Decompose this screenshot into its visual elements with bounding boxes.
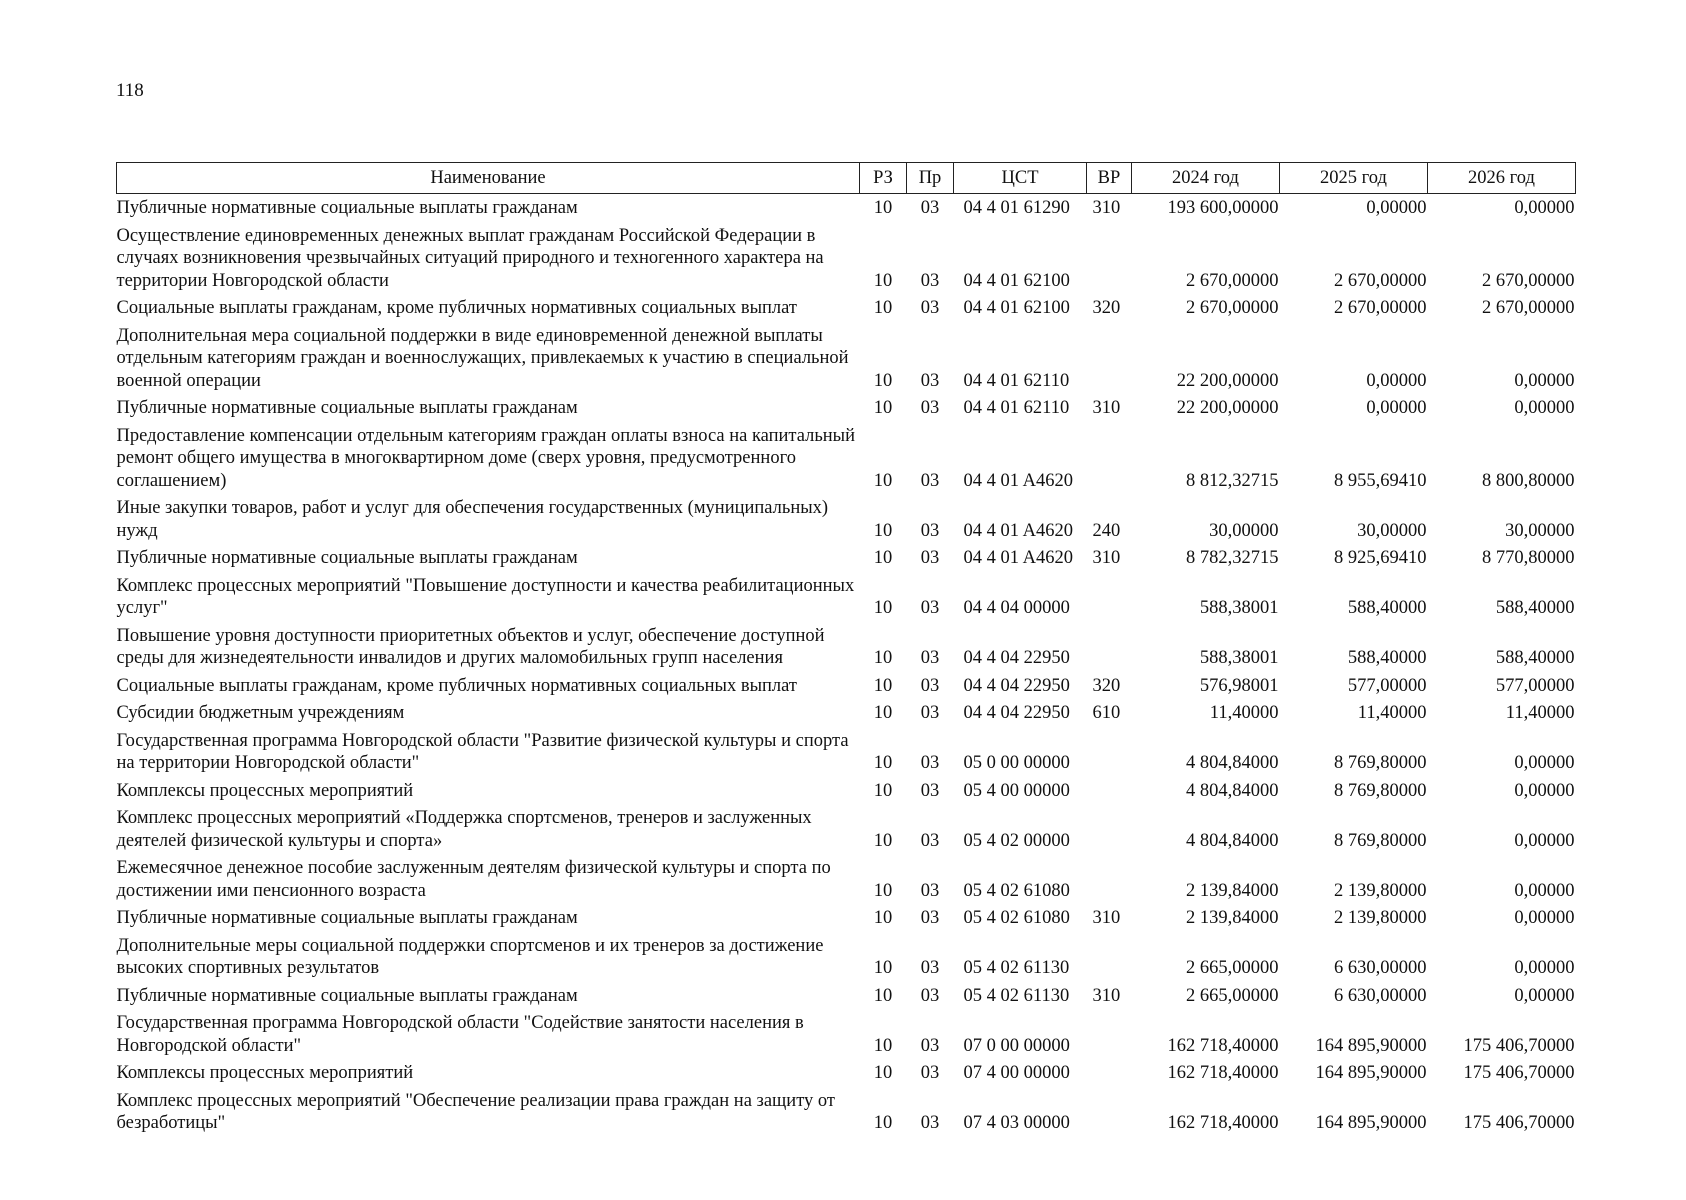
cell-2025: 164 895,90000 [1315,1035,1427,1056]
cell-2025: 2 139,80000 [1334,880,1427,901]
cell-2025: 0,00000 [1366,370,1427,391]
cell-pr: 03 [920,470,940,491]
header-pr: Пр [907,163,954,194]
cell-pr: 03 [920,520,940,541]
cell-2025: 8 769,80000 [1334,753,1427,773]
cell-pr: 03 [920,548,940,568]
cell-2024: 11,40000 [1209,703,1279,723]
table-row [117,572,1576,622]
cell-2026: 0,00000 [1514,985,1575,1006]
cell-rz: 10 [873,880,893,901]
cell-2024: 193 600,00000 [1167,198,1279,218]
cell-name: Публичные нормативные социальные выплаты гражданам [116,398,578,418]
table-row [117,322,1576,395]
table-row [117,494,1576,544]
cell-name: Публичные нормативные социальные выплаты гражданам [116,985,578,1006]
cell-2024: 4 804,84000 [1186,753,1279,773]
cell-2024: 4 804,84000 [1186,780,1279,801]
cell-2024: 576,98001 [1199,675,1279,696]
table-row [117,622,1576,672]
table-row [117,699,1576,727]
cell-2026: 175 406,70000 [1463,1063,1575,1083]
cell-2026: 2 670,00000 [1482,298,1575,318]
cell-cst: 04 4 01 62100 [963,298,1070,318]
cell-name: Социальные выплаты гражданам, кроме публичных нормативных социальных выплат [116,298,797,318]
cell-2024: 2 139,84000 [1186,880,1279,901]
cell-2026: 0,00000 [1514,880,1575,901]
cell-2024: 22 200,00000 [1176,370,1279,391]
header-name: Наименование [117,163,860,194]
table-row [117,982,1576,1010]
cell-vr [1087,932,1132,982]
cell-name: Ежемесячное денежное пособие заслуженным деятелям физической культуры и спорта по достижении ими пенсионного возраста [116,858,831,901]
table-row [117,672,1576,700]
cell-pr: 03 [920,753,940,773]
cell-name: Публичные нормативные социальные выплаты гражданам [116,198,578,218]
cell-2026: 175 406,70000 [1463,1035,1575,1056]
cell-cst: 04 4 01 62110 [963,398,1070,418]
cell-vr [1087,222,1132,295]
cell-cst: 05 4 02 61080 [963,908,1070,928]
cell-2025: 8 955,69410 [1334,470,1427,491]
cell-2025: 588,40000 [1347,598,1427,618]
table-row [117,1009,1576,1059]
cell-vr: 310 [1092,908,1121,928]
cell-pr: 03 [920,198,940,218]
cell-2026: 30,00000 [1505,520,1575,541]
cell-cst: 05 4 02 00000 [963,830,1070,851]
cell-rz: 10 [873,470,893,491]
cell-rz: 10 [873,270,893,291]
cell-name: Государственная программа Новгородской области "Содействие занятости населения в Новгородской области" [116,1013,804,1056]
cell-2025: 0,00000 [1366,198,1427,218]
table-row [117,804,1576,854]
table-row [117,904,1576,932]
cell-2026: 0,00000 [1514,780,1575,801]
cell-2026: 577,00000 [1495,675,1575,696]
cell-2024: 2 670,00000 [1186,298,1279,318]
cell-vr [1087,1059,1132,1087]
cell-vr: 310 [1092,398,1121,418]
cell-2025: 30,00000 [1357,520,1427,541]
cell-name: Комплексы процессных мероприятий [116,780,414,801]
cell-vr: 320 [1092,675,1121,696]
cell-2024: 8 812,32715 [1186,470,1279,491]
cell-2024: 4 804,84000 [1186,830,1279,851]
header-2026: 2026 год [1428,163,1576,194]
cell-2024: 162 718,40000 [1167,1035,1279,1056]
cell-2024: 588,38001 [1199,648,1279,668]
cell-2024: 2 665,00000 [1186,958,1279,978]
cell-rz: 10 [873,398,893,418]
cell-2025: 0,00000 [1366,398,1427,418]
cell-cst: 04 4 04 22950 [963,675,1070,696]
cell-rz: 10 [873,198,893,218]
cell-cst: 05 0 00 00000 [963,753,1070,773]
table-body [117,194,1576,1137]
cell-cst: 05 4 02 61130 [963,985,1070,1006]
cell-2025: 8 769,80000 [1334,830,1427,851]
table-row [117,727,1576,777]
cell-2025: 8 769,80000 [1334,780,1427,801]
cell-name: Дополнительные меры социальной поддержки спортсменов и их тренеров за достижение высоких спортивных результатов [116,935,824,978]
cell-cst: 04 4 04 00000 [963,598,1070,618]
cell-pr: 03 [920,298,940,318]
cell-pr: 03 [920,1063,940,1083]
cell-2026: 0,00000 [1514,958,1575,978]
cell-2025: 6 630,00000 [1334,958,1427,978]
cell-2026: 0,00000 [1514,908,1575,928]
cell-rz: 10 [873,598,893,618]
cell-vr: 240 [1092,520,1121,541]
cell-pr: 03 [920,958,940,978]
cell-cst: 04 4 01 61290 [963,198,1070,218]
header-cst: ЦСТ [954,163,1087,194]
cell-2026: 0,00000 [1514,753,1575,773]
cell-name: Государственная программа Новгородской области "Развитие физической культуры и спорта на территории Новгородской области" [116,730,849,773]
table-row [117,294,1576,322]
cell-2026: 0,00000 [1514,830,1575,851]
table-header [117,163,1576,194]
cell-vr [1087,777,1132,805]
cell-2025: 2 670,00000 [1334,298,1427,318]
cell-2025: 2 139,80000 [1334,908,1427,928]
cell-cst: 04 4 01 A4620 [963,520,1073,541]
cell-rz: 10 [873,1063,893,1083]
cell-2026: 0,00000 [1514,198,1575,218]
cell-pr: 03 [920,830,940,851]
cell-cst: 05 4 00 00000 [963,780,1070,801]
cell-name: Комплекс процессных мероприятий "Обеспечение реализации права граждан на защиту от безработицы" [116,1090,836,1133]
cell-2024: 162 718,40000 [1167,1063,1279,1083]
cell-vr: 310 [1092,198,1121,218]
header-rz: РЗ [860,163,907,194]
table-row [117,1087,1576,1137]
cell-rz: 10 [873,298,893,318]
cell-cst: 04 4 04 22950 [963,648,1070,668]
table-row [117,222,1576,295]
cell-pr: 03 [920,398,940,418]
table-row [117,544,1576,572]
cell-vr [1087,727,1132,777]
cell-pr: 03 [920,908,940,928]
cell-2024: 2 670,00000 [1186,270,1279,291]
cell-pr: 03 [920,370,940,391]
cell-vr [1087,572,1132,622]
cell-cst: 05 4 02 61130 [963,958,1070,978]
cell-vr [1087,804,1132,854]
cell-rz: 10 [873,548,893,568]
cell-2026: 8 770,80000 [1482,548,1575,568]
cell-rz: 10 [873,648,893,668]
cell-2026: 11,40000 [1505,703,1575,723]
table-row [117,422,1576,495]
cell-name: Комплекс процессных мероприятий «Поддержка спортсменов, тренеров и заслуженных деятелей физической культуры и спорта» [116,808,812,851]
cell-pr: 03 [920,1113,940,1133]
cell-2026: 0,00000 [1514,398,1575,418]
cell-name: Повышение уровня доступности приоритетных объектов и услуг, обеспечение доступной среды для жизнедеятельности инвалидов и других маломобильных групп населения [116,625,825,668]
cell-vr: 310 [1092,985,1121,1006]
cell-2025: 164 895,90000 [1315,1063,1427,1083]
cell-rz: 10 [873,908,893,928]
cell-pr: 03 [920,703,940,723]
cell-pr: 03 [920,598,940,618]
table-row [117,1059,1576,1087]
cell-name: Иные закупки товаров, работ и услуг для обеспечения государственных (муниципальных) нужд [116,498,829,541]
cell-2025: 11,40000 [1357,703,1427,723]
cell-2025: 577,00000 [1347,675,1427,696]
cell-2024: 162 718,40000 [1167,1113,1279,1133]
cell-rz: 10 [873,958,893,978]
cell-pr: 03 [920,880,940,901]
cell-rz: 10 [873,830,893,851]
header-vr: ВР [1087,163,1132,194]
cell-vr [1087,322,1132,395]
cell-pr: 03 [920,1035,940,1056]
cell-2026: 2 670,00000 [1482,270,1575,291]
cell-vr [1087,1087,1132,1137]
cell-cst: 04 4 01 62100 [963,270,1070,291]
cell-name: Комплексы процессных мероприятий [116,1063,414,1083]
cell-rz: 10 [873,753,893,773]
cell-name: Осуществление единовременных денежных выплат гражданам Российской Федерации в случаях возникновения чрезвычайных ситуаций природного и техногенного характера на территории Новгородской области [116,225,824,291]
cell-name: Комплекс процессных мероприятий "Повышение доступности и качества реабилитационных услуг" [116,575,855,618]
cell-2024: 8 782,32715 [1186,548,1279,568]
cell-name: Предоставление компенсации отдельным категориям граждан оплаты взноса на капитальный ремонт общего имущества в многоквартирном доме (сверх уровня, предусмотренного соглашением) [116,425,856,491]
cell-rz: 10 [873,520,893,541]
page-number: 118 [116,80,144,101]
table-row [117,932,1576,982]
cell-2024: 2 665,00000 [1186,985,1279,1006]
cell-cst: 07 0 00 00000 [963,1035,1070,1056]
cell-rz: 10 [873,370,893,391]
cell-2025: 2 670,00000 [1334,270,1427,291]
table-row [117,194,1576,222]
cell-2026: 175 406,70000 [1463,1113,1575,1133]
cell-name: Публичные нормативные социальные выплаты гражданам [116,548,578,568]
cell-rz: 10 [873,780,893,801]
cell-pr: 03 [920,270,940,291]
cell-vr: 320 [1092,298,1121,318]
cell-cst: 07 4 00 00000 [963,1063,1070,1083]
header-2024: 2024 год [1132,163,1280,194]
cell-2025: 6 630,00000 [1334,985,1427,1006]
cell-name: Дополнительная мера социальной поддержки в виде единовременной денежной выплаты отдельным категориям граждан и военнослужащих, привлекаемых к участию в специальной военной операции [116,325,849,391]
cell-pr: 03 [920,780,940,801]
cell-vr [1087,622,1132,672]
cell-pr: 03 [920,985,940,1006]
cell-cst: 05 4 02 61080 [963,880,1070,901]
table-row [117,777,1576,805]
cell-vr: 310 [1092,548,1121,568]
table-row [117,854,1576,904]
table-row [117,394,1576,422]
cell-cst: 04 4 04 22950 [963,703,1070,723]
cell-2024: 30,00000 [1209,520,1279,541]
cell-2024: 2 139,84000 [1186,908,1279,928]
cell-pr: 03 [920,675,940,696]
cell-cst: 04 4 01 A4620 [963,470,1073,491]
cell-2025: 164 895,90000 [1315,1113,1427,1133]
cell-name: Социальные выплаты гражданам, кроме публичных нормативных социальных выплат [116,675,797,696]
cell-rz: 10 [873,1113,893,1133]
cell-2024: 588,38001 [1199,598,1279,618]
cell-vr [1087,1009,1132,1059]
cell-cst: 04 4 01 62110 [963,370,1070,391]
cell-name: Публичные нормативные социальные выплаты гражданам [116,908,578,928]
cell-2026: 0,00000 [1514,370,1575,391]
budget-table [116,162,1576,1137]
cell-name: Субсидии бюджетным учреждениям [116,703,405,723]
cell-2024: 22 200,00000 [1176,398,1279,418]
header-2025: 2025 год [1280,163,1428,194]
cell-2025: 588,40000 [1347,648,1427,668]
cell-pr: 03 [920,648,940,668]
cell-2026: 588,40000 [1495,598,1575,618]
cell-rz: 10 [873,985,893,1006]
cell-rz: 10 [873,703,893,723]
cell-cst: 07 4 03 00000 [963,1113,1070,1133]
cell-rz: 10 [873,675,893,696]
cell-rz: 10 [873,1035,893,1056]
cell-cst: 04 4 01 A4620 [963,548,1073,568]
cell-vr: 610 [1092,703,1121,723]
cell-2026: 588,40000 [1495,648,1575,668]
cell-vr [1087,854,1132,904]
cell-vr [1087,422,1132,495]
cell-2025: 8 925,69410 [1334,548,1427,568]
cell-2026: 8 800,80000 [1482,470,1575,491]
